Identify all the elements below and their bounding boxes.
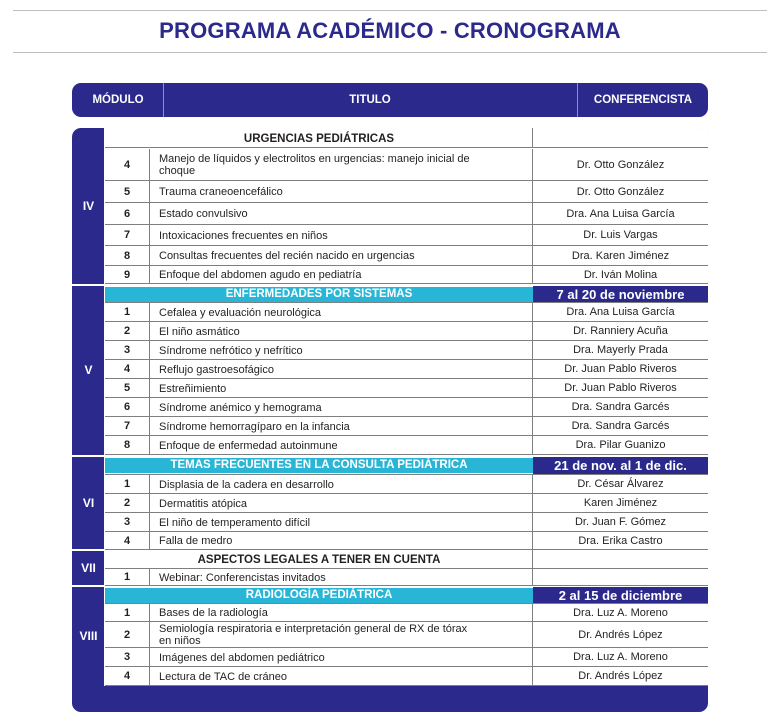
column-divider: [532, 622, 533, 648]
session-topic: Reflujo gastroesofágico: [159, 363, 274, 376]
session-speaker: Dra. Sandra Garcés: [571, 420, 670, 432]
header-conferencista: CONFERENCISTA: [593, 94, 693, 106]
session-speaker: Dra. Erika Castro: [578, 535, 663, 547]
column-divider: [532, 398, 533, 417]
column-divider: [149, 622, 150, 648]
module-label: VII: [81, 561, 96, 575]
session-number: 2: [123, 325, 131, 337]
section-header: ASPECTOS LEGALES A TENER EN CUENTA: [197, 554, 441, 566]
session-speaker: Dr. Juan F. Gómez: [574, 516, 667, 528]
column-divider: [532, 648, 533, 667]
session-number: 2: [123, 629, 131, 641]
session-topic: Intoxicaciones frecuentes en niños: [159, 229, 328, 242]
session-speaker: Dr. César Álvarez: [577, 478, 664, 490]
column-divider: [532, 569, 533, 586]
row-divider: [105, 549, 708, 550]
module-divider: [72, 284, 105, 286]
session-topic: Síndrome nefrótico y nefrítico: [159, 344, 303, 357]
column-divider: [149, 341, 150, 360]
column-divider: [149, 532, 150, 550]
column-divider: [532, 203, 533, 225]
session-speaker: Dr. Andrés López: [578, 629, 663, 641]
session-number: 8: [123, 439, 131, 451]
column-divider: [149, 322, 150, 341]
column-divider: [149, 246, 150, 266]
table-header: [72, 83, 708, 117]
column-divider: [149, 225, 150, 246]
session-topic: Consultas frecuentes del recién nacido en urgencias: [159, 250, 415, 262]
session-speaker: Dra. Ana Luisa García: [566, 208, 675, 220]
column-divider: [532, 246, 533, 266]
session-topic: El niño de temperamento difícil: [159, 516, 311, 529]
section-header: RADIOLOGÍA PEDIÁTRICA: [105, 588, 533, 603]
row-divider: [105, 685, 708, 686]
column-divider: [532, 341, 533, 360]
session-number: 3: [123, 651, 131, 663]
column-divider: [532, 322, 533, 341]
column-divider: [532, 475, 533, 494]
header-modulo: MÓDULO: [92, 94, 144, 106]
column-divider: [532, 436, 533, 455]
header-titulo: TITULO: [349, 94, 391, 106]
column-divider: [149, 379, 150, 398]
column-divider: [532, 513, 533, 532]
session-topic: Dermatitis atópica: [159, 497, 248, 510]
module-label: V: [84, 363, 93, 377]
column-divider: [149, 604, 150, 622]
session-number: 6: [123, 208, 131, 220]
row-divider: [105, 585, 708, 586]
session-speaker: Dr. Otto González: [576, 159, 665, 171]
session-number: 4: [123, 670, 131, 682]
session-number: 4: [123, 159, 131, 171]
column-divider: [532, 667, 533, 686]
column-divider: [532, 128, 533, 148]
session-speaker: Dr. Ranniery Acuña: [573, 325, 668, 337]
session-topic: Trauma craneoencefálico: [159, 186, 283, 198]
column-divider: [532, 149, 533, 181]
session-topic: Estreñimiento: [159, 382, 227, 395]
session-number: 5: [123, 186, 131, 198]
session-speaker: Dr. Juan Pablo Riveros: [564, 382, 677, 394]
session-speaker: Dra. Pilar Guanizo: [575, 439, 666, 451]
column-divider: [532, 550, 533, 569]
session-speaker: Dra. Karen Jiménez: [571, 250, 670, 262]
module-label: VIII: [79, 629, 98, 643]
column-divider: [149, 266, 150, 284]
column-divider: [149, 417, 150, 436]
session-topic: Manejo de líquidos y electrolitos en urgencias: manejo inicial de choque: [159, 153, 470, 177]
column-divider: [149, 436, 150, 455]
session-speaker: Dr. Andrés López: [578, 670, 663, 682]
session-number: 1: [123, 571, 131, 583]
module-label: IV: [82, 199, 95, 213]
module-divider: [72, 585, 105, 587]
column-divider: [532, 266, 533, 284]
column-divider: [149, 648, 150, 667]
column-divider: [149, 667, 150, 686]
session-number: 6: [123, 401, 131, 413]
session-topic: Enfoque del abdomen agudo en pediatría: [159, 269, 362, 281]
column-divider: [149, 360, 150, 379]
section-header: URGENCIAS PEDIÁTRICAS: [243, 133, 395, 145]
session-number: 8: [123, 250, 131, 262]
session-topic: Falla de medro: [159, 535, 233, 547]
session-topic: Estado convulsivo: [159, 208, 248, 220]
column-divider: [149, 494, 150, 513]
row-divider: [105, 454, 708, 455]
date-range: 2 al 15 de diciembre: [533, 587, 708, 604]
session-speaker: Dra. Sandra Garcés: [571, 401, 670, 413]
session-topic: Cefalea y evaluación neurológica: [159, 306, 322, 319]
column-divider: [532, 494, 533, 513]
session-number: 7: [123, 229, 131, 241]
session-topic: Webinar: Conferencistas invitados: [159, 571, 326, 584]
session-topic: Enfoque de enfermedad autoinmune: [159, 439, 338, 452]
column-divider: [149, 475, 150, 494]
session-speaker: [533, 569, 708, 586]
session-topic: Síndrome anémico y hemograma: [159, 401, 322, 414]
column-divider: [149, 149, 150, 181]
column-divider: [149, 398, 150, 417]
date-range: 7 al 20 de noviembre: [533, 286, 708, 303]
session-topic: Imágenes del abdomen pediátrico: [159, 651, 325, 664]
session-speaker: Dr. Luis Vargas: [583, 229, 658, 241]
module-divider: [72, 549, 105, 551]
column-divider: [149, 181, 150, 203]
session-number: 3: [123, 516, 131, 528]
column-divider: [532, 532, 533, 550]
session-number: 3: [123, 344, 131, 356]
date-range: 21 de nov. al 1 de dic.: [533, 457, 708, 474]
column-divider: [532, 417, 533, 436]
session-topic: Síndrome hemorragíparo en la infancia: [159, 420, 350, 433]
column-divider: [532, 360, 533, 379]
session-speaker: Dr. Iván Molina: [583, 269, 658, 281]
column-divider: [532, 303, 533, 322]
session-number: 9: [123, 269, 131, 281]
row-divider: [105, 283, 708, 284]
session-number: 7: [123, 420, 131, 432]
column-divider: [532, 225, 533, 246]
column-divider: [532, 604, 533, 622]
session-number: 4: [123, 363, 131, 375]
session-number: 2: [123, 497, 131, 509]
session-speaker: Karen Jiménez: [583, 497, 658, 509]
section-underline: [105, 147, 708, 148]
session-speaker: Dr. Otto González: [576, 186, 665, 198]
page-title: PROGRAMA ACADÉMICO - CRONOGRAMA: [159, 18, 621, 43]
session-topic: Bases de la radiología: [159, 607, 268, 619]
session-number: 1: [123, 478, 131, 490]
column-divider: [149, 203, 150, 225]
column-divider: [532, 379, 533, 398]
column-divider: [532, 181, 533, 203]
session-speaker: Dra. Luz A. Moreno: [573, 651, 668, 663]
top-rule: [13, 10, 767, 11]
session-speaker: Dr. Juan Pablo Riveros: [564, 363, 677, 375]
session-number: 1: [123, 306, 131, 318]
session-speaker: Dra. Luz A. Moreno: [573, 607, 668, 619]
session-topic: El niño asmático: [159, 325, 240, 338]
title-rule: [13, 52, 767, 53]
column-divider: [149, 569, 150, 586]
session-topic: Lectura de TAC de cráneo: [159, 670, 288, 683]
section-header: TEMAS FRECUENTES EN LA CONSULTA PEDIÁTRICA: [105, 458, 533, 473]
session-number: 5: [123, 382, 131, 394]
module-divider: [72, 455, 105, 457]
session-number: 4: [123, 535, 131, 547]
session-number: 1: [123, 607, 131, 619]
column-divider: [149, 513, 150, 532]
session-speaker: Dra. Mayerly Prada: [573, 344, 668, 356]
session-topic: Semiología respiratoria e interpretación general de RX de tórax en niños: [159, 623, 468, 647]
column-divider: [149, 303, 150, 322]
session-topic: Displasia de la cadera en desarrollo: [159, 478, 334, 491]
session-speaker: Dra. Ana Luisa García: [566, 306, 675, 318]
section-header: ENFERMEDADES POR SISTEMAS: [105, 287, 533, 302]
module-label: VI: [82, 496, 95, 510]
